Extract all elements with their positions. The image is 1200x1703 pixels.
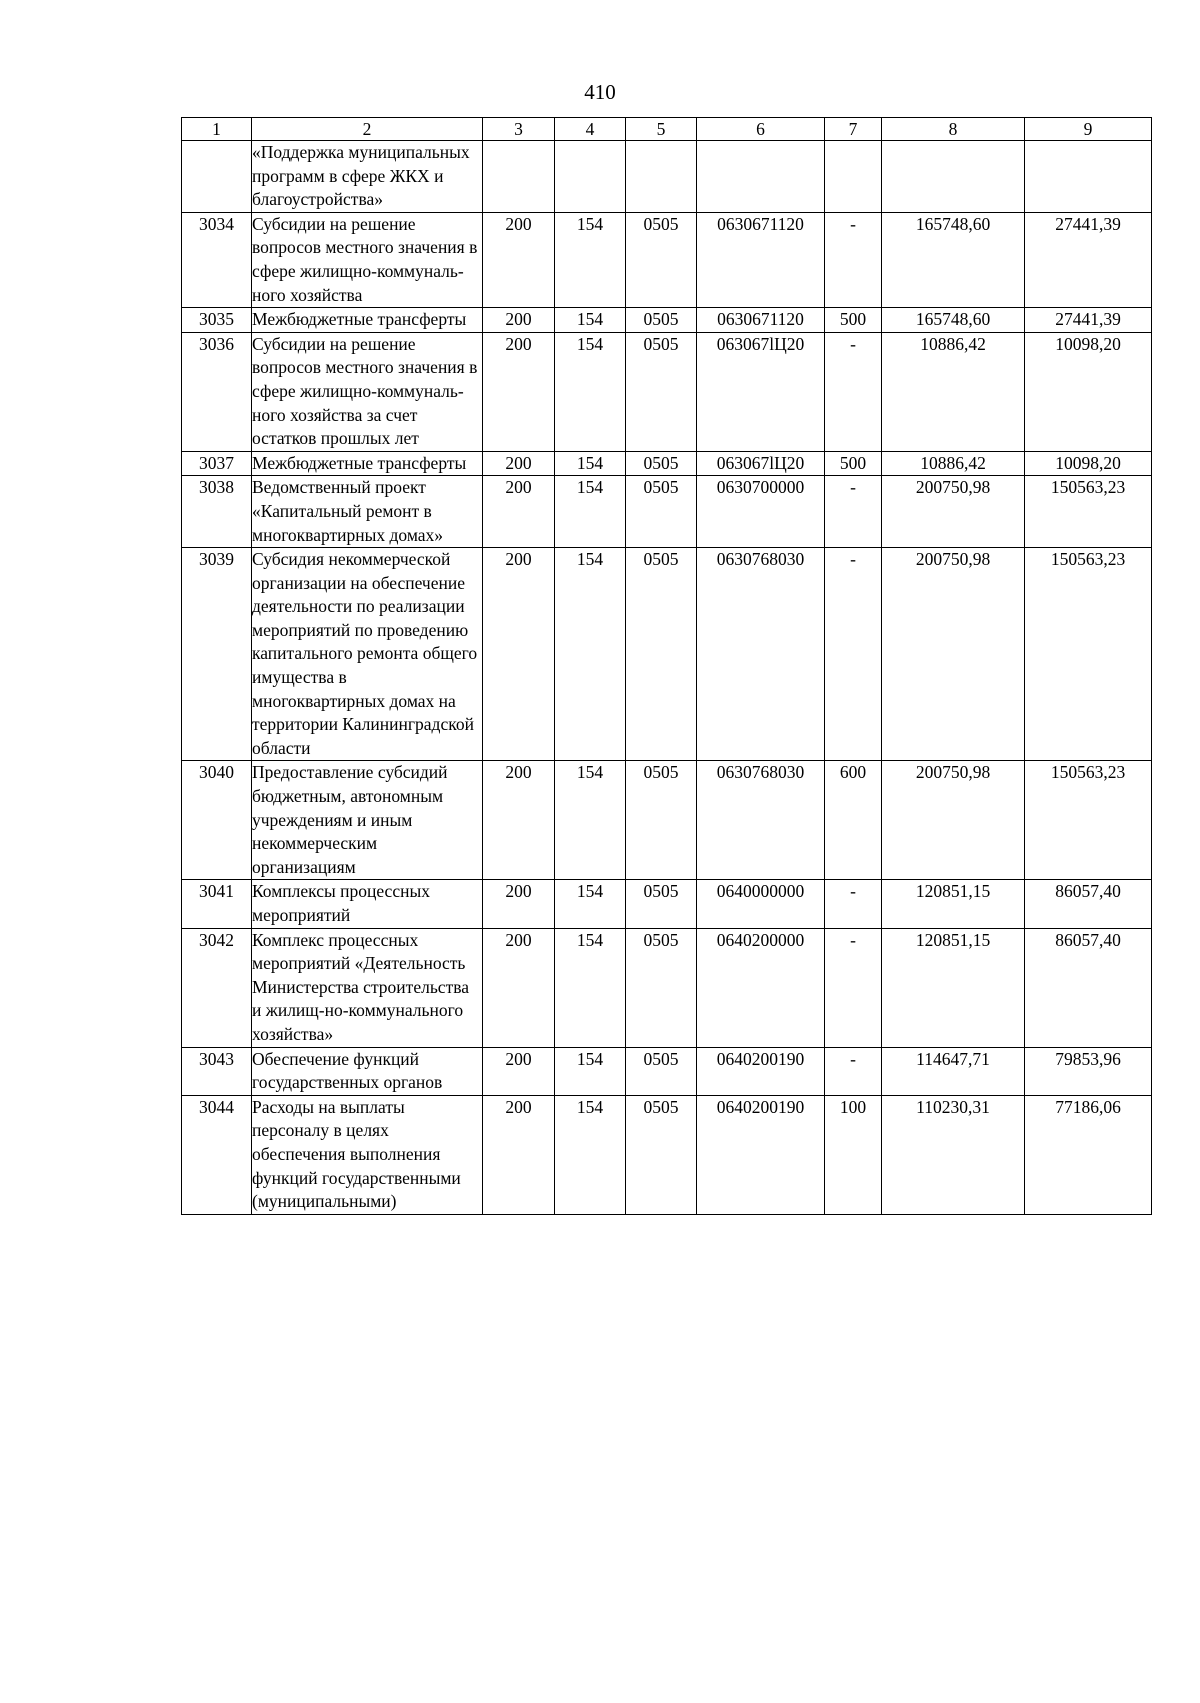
code-3-cell: 200 [483,451,555,476]
section-code-cell: 0505 [626,212,697,307]
row-number-cell: 3036 [182,332,252,451]
amount-col-8-cell: 200750,98 [882,761,1025,880]
table-row [182,880,1152,928]
description-cell: Комплекс процессных мероприятий «Деятельность Министерства строительства и жилищ-но-коммунального хозяйства» [252,928,483,1047]
code-4-cell: 154 [555,1095,626,1214]
code-3-cell: 200 [483,476,555,548]
amount-col-8-cell: 120851,15 [882,928,1025,1047]
target-article-cell: 0640200190 [697,1095,825,1214]
table-row [182,1095,1152,1214]
code-4-cell: 154 [555,451,626,476]
amount-col-9-cell: 150563,23 [1025,548,1152,761]
row-number-cell [182,141,252,213]
amount-col-9-cell: 79853,96 [1025,1047,1152,1095]
header-cell-3: 3 [483,118,555,141]
header-cell-6: 6 [697,118,825,141]
target-article-cell: 0630700000 [697,476,825,548]
header-cell-8: 8 [882,118,1025,141]
target-article-cell: 0640200000 [697,928,825,1047]
code-3-cell: 200 [483,880,555,928]
table-row [182,212,1152,307]
amount-col-8-cell [882,141,1025,213]
row-number-cell: 3041 [182,880,252,928]
code-3-cell: 200 [483,928,555,1047]
expense-type-cell: - [825,1047,882,1095]
row-number-cell: 3035 [182,308,252,333]
target-article-cell: 063067lЦ20 [697,451,825,476]
amount-col-9-cell: 27441,39 [1025,308,1152,333]
amount-col-9-cell: 150563,23 [1025,761,1152,880]
table-row [182,476,1152,548]
target-article-cell: 0630671120 [697,212,825,307]
table-row [182,1047,1152,1095]
row-number-cell: 3044 [182,1095,252,1214]
amount-col-9-cell: 10098,20 [1025,451,1152,476]
code-3-cell: 200 [483,1095,555,1214]
section-code-cell: 0505 [626,880,697,928]
description-cell: Межбюджетные трансферты [252,451,483,476]
code-3-cell: 200 [483,1047,555,1095]
amount-col-8-cell: 120851,15 [882,880,1025,928]
page-number: 410 [584,80,616,104]
table-body [182,141,1152,1215]
table-row [182,928,1152,1047]
expense-type-cell: - [825,928,882,1047]
header-cell-2: 2 [252,118,483,141]
target-article-cell: 0630768030 [697,761,825,880]
table-row [182,141,1152,213]
code-4-cell: 154 [555,928,626,1047]
amount-col-9-cell: 86057,40 [1025,880,1152,928]
table-row [182,761,1152,880]
budget-table [181,117,1152,1215]
amount-col-8-cell: 114647,71 [882,1047,1025,1095]
row-number-cell: 3038 [182,476,252,548]
code-4-cell: 154 [555,212,626,307]
amount-col-9-cell: 86057,40 [1025,928,1152,1047]
row-number-cell: 3043 [182,1047,252,1095]
target-article-cell: 063067lЦ20 [697,332,825,451]
expense-type-cell [825,141,882,213]
section-code-cell: 0505 [626,761,697,880]
section-code-cell: 0505 [626,1047,697,1095]
description-cell: Комплексы процессных мероприятий [252,880,483,928]
section-code-cell: 0505 [626,548,697,761]
header-row [182,118,1152,141]
target-article-cell: 0630671120 [697,308,825,333]
description-cell: Предоставление субсидий бюджетным, автономным учреждениям и иным некоммерческим организациям [252,761,483,880]
expense-type-cell: - [825,212,882,307]
row-number-cell: 3037 [182,451,252,476]
amount-col-9-cell: 27441,39 [1025,212,1152,307]
expense-type-cell: - [825,548,882,761]
table-row [182,548,1152,761]
amount-col-8-cell: 10886,42 [882,451,1025,476]
description-cell: Обеспечение функций государственных органов [252,1047,483,1095]
code-4-cell: 154 [555,476,626,548]
code-3-cell: 200 [483,212,555,307]
header-cell-4: 4 [555,118,626,141]
code-4-cell: 154 [555,880,626,928]
expense-type-cell: 500 [825,308,882,333]
description-cell: Межбюджетные трансферты [252,308,483,333]
section-code-cell [626,141,697,213]
description-cell: Расходы на выплаты персоналу в целях обеспечения выполнения функций государственными (муниципальными) [252,1095,483,1214]
target-article-cell: 0640000000 [697,880,825,928]
description-cell: Ведомственный проект «Капитальный ремонт в многоквартирных домах» [252,476,483,548]
code-3-cell: 200 [483,548,555,761]
row-number-cell: 3034 [182,212,252,307]
code-4-cell: 154 [555,332,626,451]
table-row [182,308,1152,333]
section-code-cell: 0505 [626,476,697,548]
amount-col-8-cell: 110230,31 [882,1095,1025,1214]
row-number-cell: 3042 [182,928,252,1047]
section-code-cell: 0505 [626,1095,697,1214]
amount-col-9-cell [1025,141,1152,213]
code-3-cell: 200 [483,308,555,333]
amount-col-8-cell: 10886,42 [882,332,1025,451]
section-code-cell: 0505 [626,308,697,333]
code-3-cell: 200 [483,761,555,880]
header-cell-1: 1 [182,118,252,141]
code-4-cell: 154 [555,308,626,333]
description-cell: Субсидия некоммерческой организации на обеспечение деятельности по реализации мероприятий по проведению капитального ремонта общего имущества в многоквартирных домах на территории Калининградской области [252,548,483,761]
code-3-cell [483,141,555,213]
amount-col-8-cell: 165748,60 [882,308,1025,333]
amount-col-9-cell: 150563,23 [1025,476,1152,548]
expense-type-cell: - [825,332,882,451]
section-code-cell: 0505 [626,451,697,476]
row-number-cell: 3039 [182,548,252,761]
target-article-cell: 0630768030 [697,548,825,761]
section-code-cell: 0505 [626,928,697,1047]
amount-col-9-cell: 77186,06 [1025,1095,1152,1214]
target-article-cell: 0640200190 [697,1047,825,1095]
description-cell: Субсидии на решение вопросов местного значения в сфере жилищно-коммуналь-ного хозяйства [252,212,483,307]
expense-type-cell: 500 [825,451,882,476]
header-cell-7: 7 [825,118,882,141]
code-4-cell: 154 [555,548,626,761]
code-3-cell: 200 [483,332,555,451]
header-cell-9: 9 [1025,118,1152,141]
amount-col-8-cell: 200750,98 [882,548,1025,761]
section-code-cell: 0505 [626,332,697,451]
table-row [182,332,1152,451]
row-number-cell: 3040 [182,761,252,880]
header-cell-5: 5 [626,118,697,141]
code-4-cell: 154 [555,761,626,880]
expense-type-cell: 100 [825,1095,882,1214]
expense-type-cell: - [825,476,882,548]
description-cell: «Поддержка муниципальных программ в сфере ЖКХ и благоустройства» [252,141,483,213]
amount-col-8-cell: 200750,98 [882,476,1025,548]
amount-col-8-cell: 165748,60 [882,212,1025,307]
expense-type-cell: 600 [825,761,882,880]
amount-col-9-cell: 10098,20 [1025,332,1152,451]
table-row [182,451,1152,476]
expense-type-cell: - [825,880,882,928]
code-4-cell: 154 [555,1047,626,1095]
code-4-cell [555,141,626,213]
description-cell: Субсидии на решение вопросов местного значения в сфере жилищно-коммуналь-ного хозяйства за счет остатков прошлых лет [252,332,483,451]
target-article-cell [697,141,825,213]
